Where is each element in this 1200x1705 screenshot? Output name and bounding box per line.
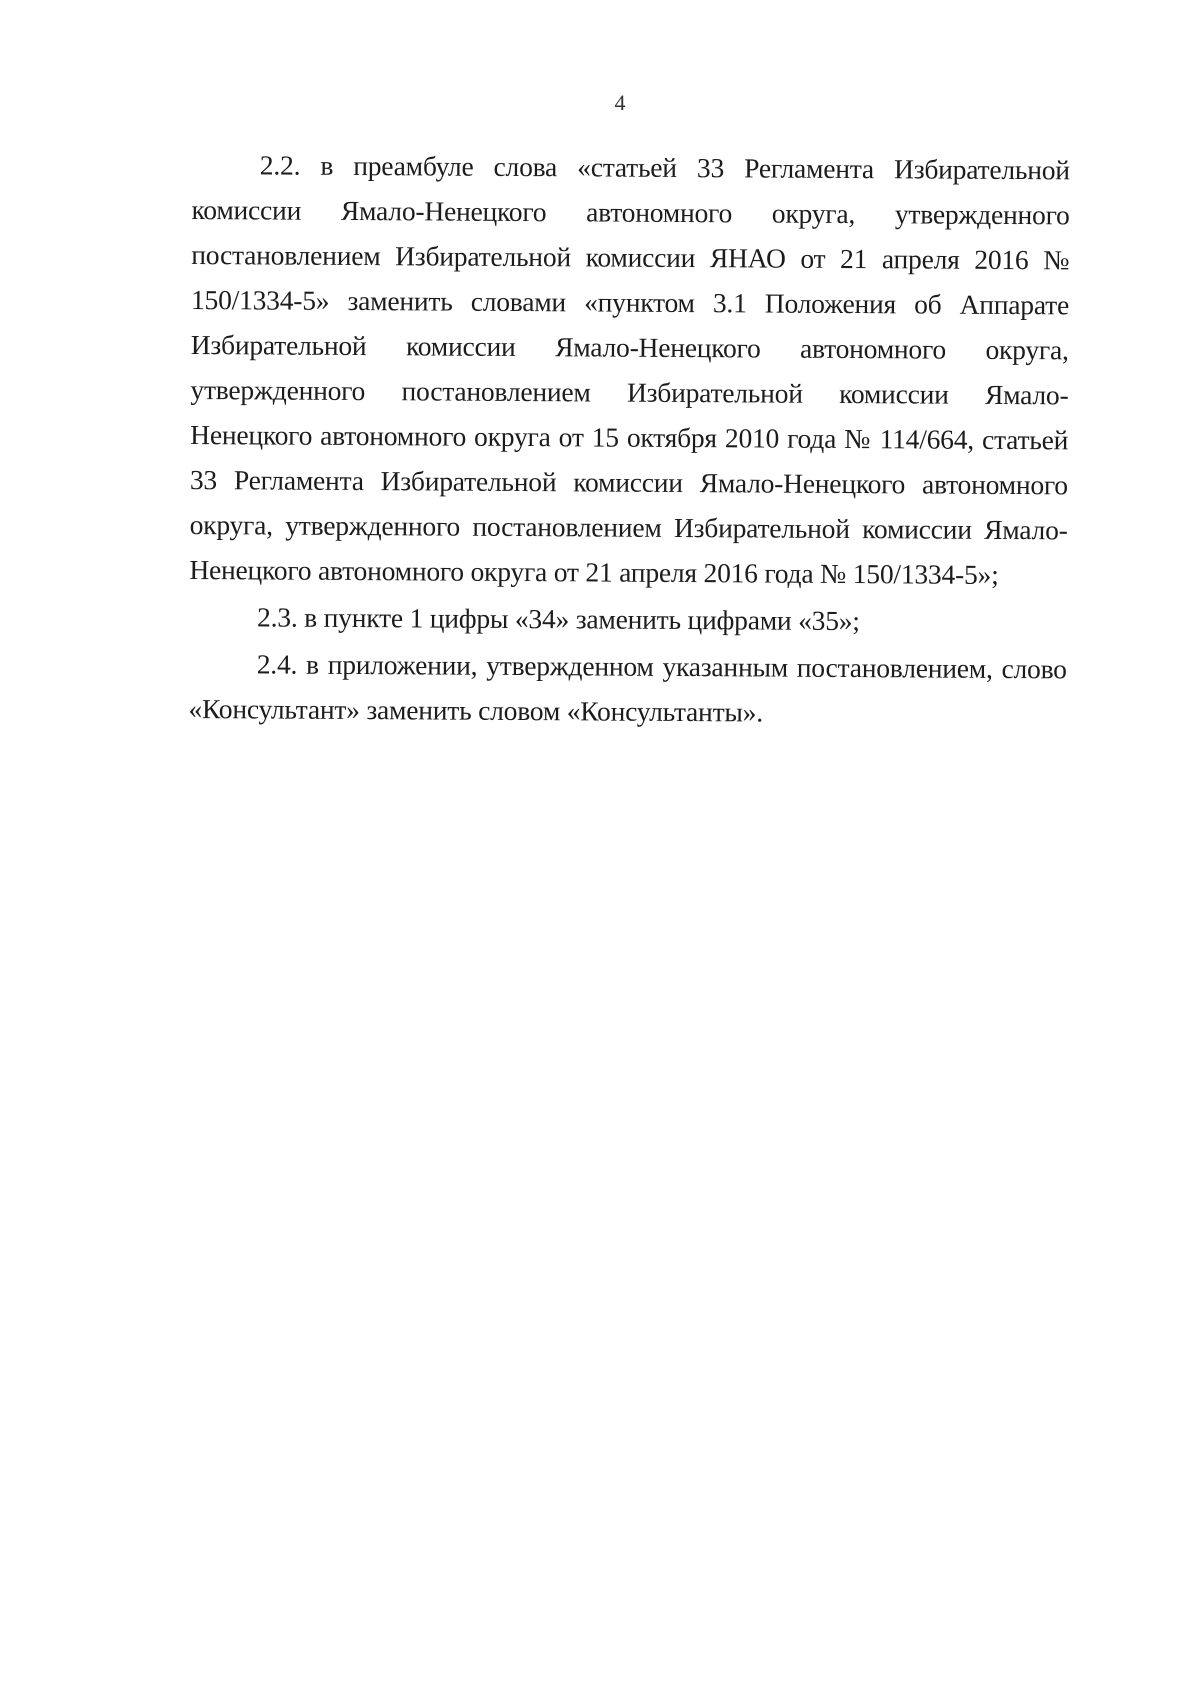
document-body <box>188 142 1070 736</box>
paragraph-2-3: 2.3. в пункте 1 цифры «34» заменить цифрами «35»; <box>257 601 860 637</box>
paragraph-2-4: 2.4. в приложении, утвержденном указанным постановлением, слово «Консультант» заменить словом «Консультанты». <box>188 648 1067 728</box>
paragraph-2-2: 2.2. в преамбуле слова «статьей 33 Регламента Избирательной комиссии Ямало-Ненецкого автономного округа, утвержденного постановлением Избирательной комиссии ЯНАО от 21 апреля 2016 № 150/1334-5» заменить словами «пунктом 3.1 Положения об Аппарате Избирательной комиссии Ямало-Ненецкого автономного округа, утвержденного постановлением Избирательной комиссии Ямало-Ненецкого автономного округа от 15 октября 2010 года № 114/664, статьей 33 Регламента Избирательной комиссии Ямало-Ненецкого автономного округа, утвержденного постановлением Избирательной комиссии Ямало-Ненецкого автономного округа от 21 апреля 2016 года № 150/1334-5»; <box>189 149 1070 590</box>
page-number: 4 <box>614 90 626 115</box>
